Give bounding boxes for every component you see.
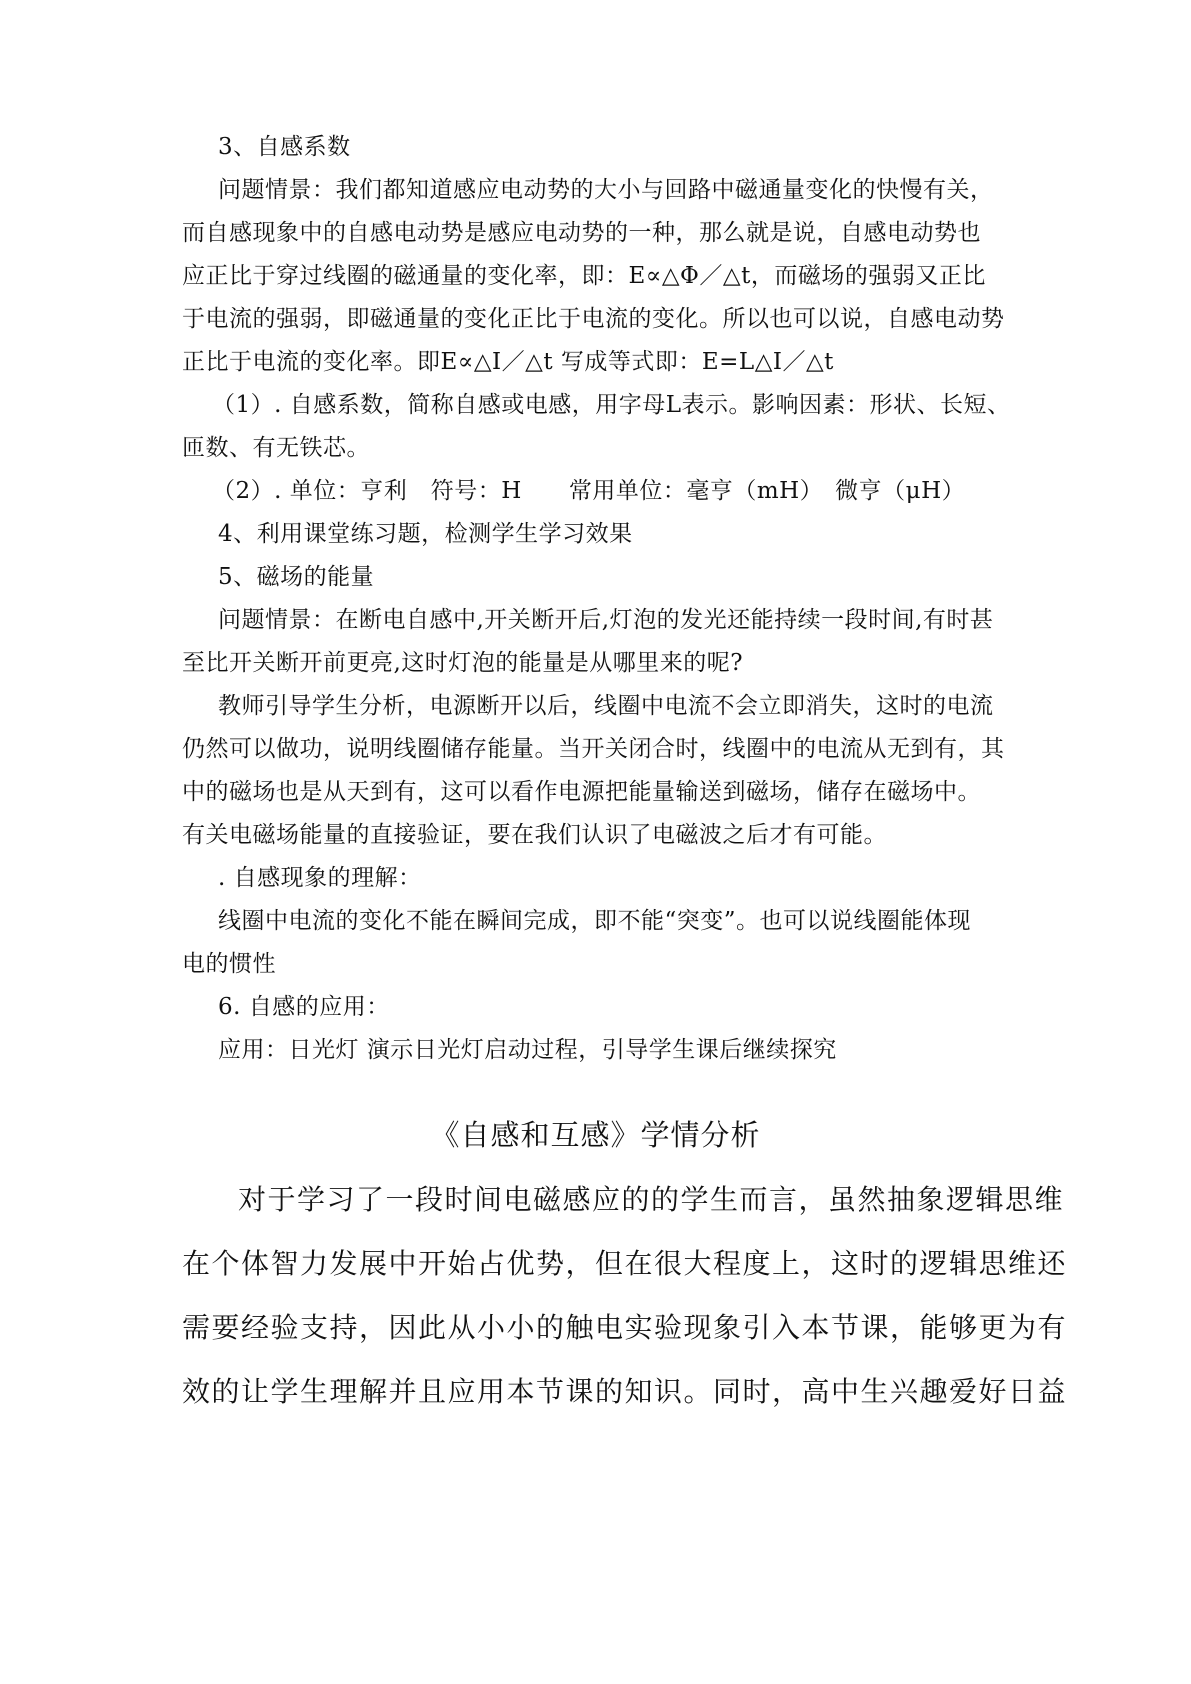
paragraph-line: 电的惯性 [182,951,276,977]
analysis-line: 效的让学生理解并且应用本节课的知识。同时，高中生兴趣爱好日益 [182,1375,1068,1408]
heading-applications: 6. 自感的应用： [218,994,390,1020]
heading-self-inductance-coefficient: 3、自感系数 [218,134,351,160]
analysis-line: 在个体智力发展中开始占优势，但在很大程度上，这时的逻辑思维还 [182,1247,1068,1280]
paragraph-line: 正比于电流的变化率。即E∝△I／△t 写成等式即：E=L△I／△t [182,349,834,375]
paragraph-line: 有关电磁场能量的直接验证，要在我们认识了电磁波之后才有可能。 [182,822,887,848]
paragraph-line: 应用：日光灯 演示日光灯启动过程，引导学生课后继续探究 [218,1037,837,1063]
paragraph-line: 仍然可以做功，说明线圈储存能量。当开关闭合时，线圈中的电流从无到有，其 [182,736,1005,762]
heading-practice: 4、利用课堂练习题，检测学生学习效果 [218,521,633,547]
paragraph-line: 中的磁场也是从天到有，这可以看作电源把能量输送到磁场，储存在磁场中。 [182,779,981,805]
analysis-line: 需要经验支持，因此从小小的触电实验现象引入本节课，能够更为有 [182,1311,1068,1344]
list-item: （1）. 自感系数，简称自感或电感，用字母L表示。影响因素：形状、长短、 [212,392,1011,418]
heading-understanding: . 自感现象的理解： [218,865,422,891]
paragraph-line: 匝数、有无铁芯。 [182,435,370,461]
paragraph-line: 线圈中电流的变化不能在瞬间完成，即不能“突变”。也可以说线圈能体现 [218,908,972,934]
paragraph-line: 问题情景：我们都知道感应电动势的大小与回路中磁通量变化的快慢有关， [218,177,994,203]
paragraph-line: 问题情景：在断电自感中,开关断开后,灯泡的发光还能持续一段时间,有时甚 [218,607,994,633]
paragraph-line: 至比开关断开前更亮,这时灯泡的能量是从哪里来的呢? [182,650,744,676]
analysis-line: 对于学习了一段时间电磁感应的的学生而言，虽然抽象逻辑思维 [238,1183,1065,1216]
paragraph-line: 于电流的强弱，即磁通量的变化正比于电流的变化。所以也可以说，自感电动势 [182,306,1005,332]
paragraph-line: 应正比于穿过线圈的磁通量的变化率，即：E∝△Φ／△t，而磁场的强弱又正比 [182,263,986,289]
heading-magnetic-energy: 5、磁场的能量 [218,564,375,590]
section-title: 《自感和互感》学情分析 [430,1118,761,1152]
paragraph-line: 教师引导学生分析，电源断开以后，线圈中电流不会立即消失，这时的电流 [218,693,994,719]
list-item: （2）. 单位：亨利 符号：H 常用单位：毫亨（mH） 微亨（μH） [212,478,966,504]
paragraph-line: 而自感现象中的自感电动势是感应电动势的一种，那么就是说，自感电动势也 [182,220,981,246]
